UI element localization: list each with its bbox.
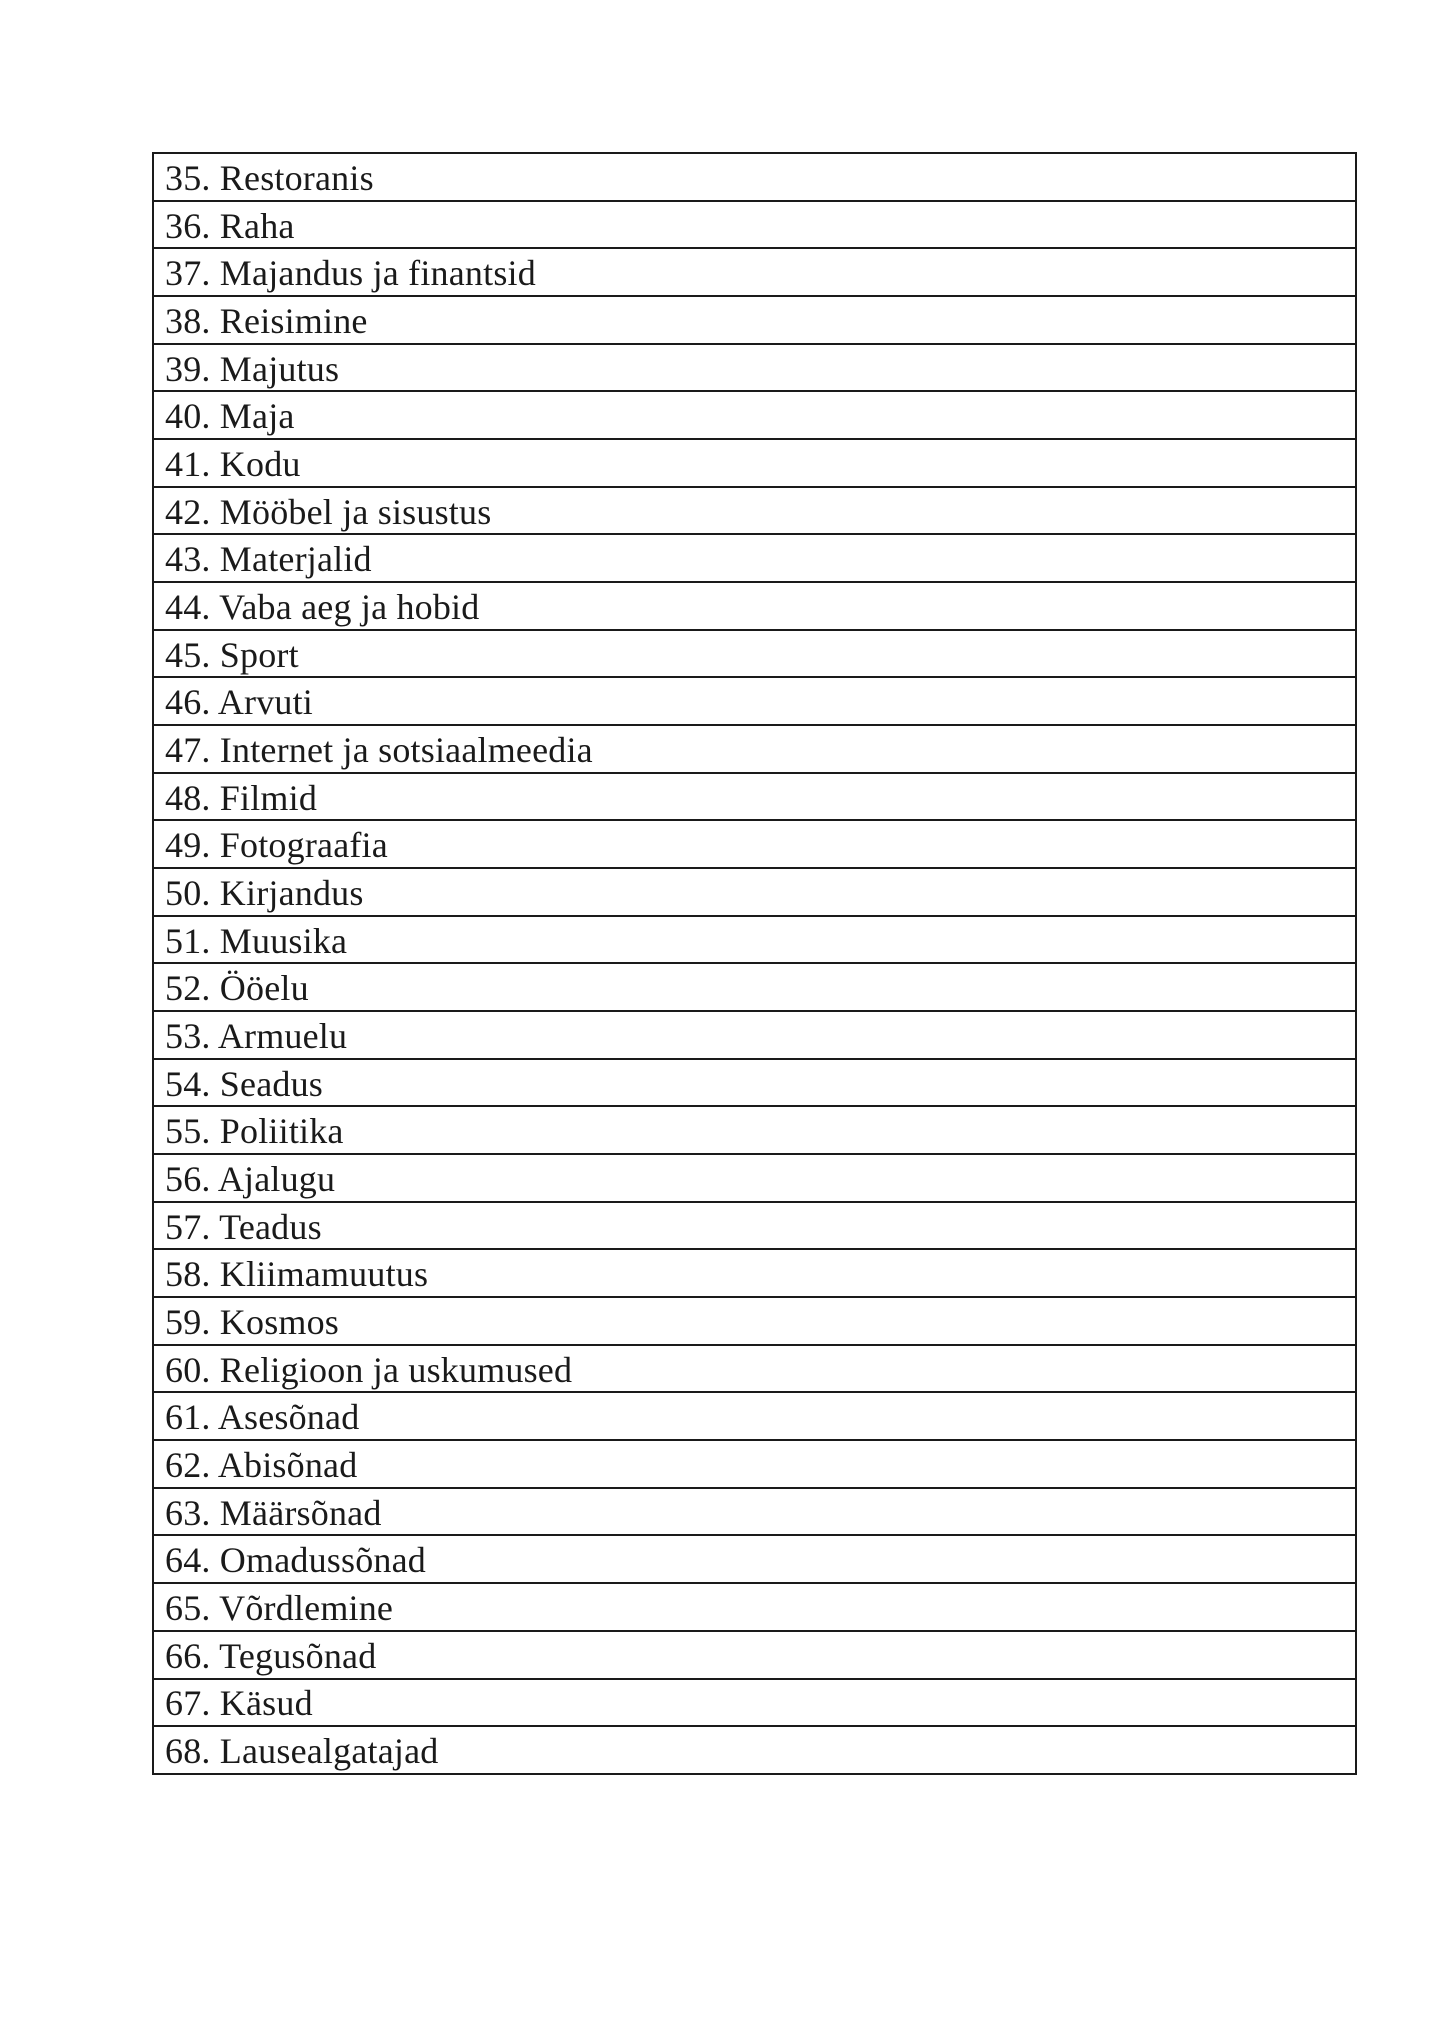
table-row (154, 440, 1355, 488)
table-row (154, 869, 1355, 917)
table-row (154, 488, 1355, 536)
chapter-entry: 44. Vaba aeg ja hobid (165, 586, 480, 627)
table-row (154, 1727, 1355, 1773)
chapter-entry: 43. Materjalid (165, 539, 372, 580)
chapter-entry: 63. Määrsõnad (165, 1492, 382, 1533)
table-row (154, 774, 1355, 822)
chapter-entry: 41. Kodu (165, 443, 301, 484)
table-row (154, 678, 1355, 726)
chapter-entry: 52. Ööelu (165, 968, 309, 1009)
chapter-entry: 61. Asesõnad (165, 1397, 360, 1438)
chapter-entry: 48. Filmid (165, 777, 318, 818)
table-row (154, 1203, 1355, 1251)
chapter-entry: 53. Armuelu (165, 1015, 348, 1056)
chapter-entry: 47. Internet ja sotsiaalmeedia (165, 729, 593, 770)
table-row (154, 1584, 1355, 1632)
chapter-entry: 40. Maja (165, 396, 295, 437)
table-row (154, 964, 1355, 1012)
chapter-entry: 45. Sport (165, 634, 299, 675)
chapter-entry: 64. Omadussõnad (165, 1540, 426, 1581)
table-row (154, 1107, 1355, 1155)
chapter-entry: 46. Arvuti (165, 682, 314, 723)
table-row (154, 1489, 1355, 1537)
table-row (154, 583, 1355, 631)
table-row (154, 154, 1355, 202)
table-row (154, 1060, 1355, 1108)
table-row (154, 1155, 1355, 1203)
table-row (154, 1441, 1355, 1489)
table-row (154, 249, 1355, 297)
table-row (154, 1680, 1355, 1728)
chapter-entry: 36. Raha (165, 205, 295, 246)
chapter-entry: 67. Käsud (165, 1683, 313, 1724)
chapter-entry: 55. Poliitika (165, 1111, 344, 1152)
chapter-entry: 66. Tegusõnad (165, 1635, 377, 1676)
chapter-entry: 49. Fotograafia (165, 825, 388, 866)
table-row (154, 1536, 1355, 1584)
table-row (154, 297, 1355, 345)
chapter-entry: 39. Majutus (165, 348, 340, 389)
table-row (154, 917, 1355, 965)
table-row (154, 631, 1355, 679)
chapter-entry: 58. Kliimamuutus (165, 1254, 429, 1295)
chapter-entry: 62. Abisõnad (165, 1444, 358, 1485)
chapter-entry: 59. Kosmos (165, 1301, 340, 1342)
table-row (154, 535, 1355, 583)
table-row (154, 726, 1355, 774)
table-row (154, 821, 1355, 869)
chapter-entry: 65. Võrdlemine (165, 1587, 394, 1628)
contents-table (152, 152, 1357, 1775)
chapter-entry: 50. Kirjandus (165, 872, 364, 913)
table-row (154, 202, 1355, 250)
table-row (154, 1012, 1355, 1060)
table-row (154, 1298, 1355, 1346)
table-row (154, 1250, 1355, 1298)
chapter-entry: 51. Muusika (165, 920, 348, 961)
chapter-entry: 56. Ajalugu (165, 1158, 336, 1199)
chapter-entry: 37. Majandus ja finantsid (165, 253, 536, 294)
table-row (154, 1346, 1355, 1394)
chapter-entry: 54. Seadus (165, 1063, 323, 1104)
table-row (154, 1632, 1355, 1680)
table-row (154, 1393, 1355, 1441)
table-row (154, 345, 1355, 393)
chapter-entry: 38. Reisimine (165, 300, 368, 341)
chapter-entry: 60. Religioon ja uskumused (165, 1349, 573, 1390)
chapter-entry: 42. Mööbel ja sisustus (165, 491, 492, 532)
chapter-entry: 57. Teadus (165, 1206, 322, 1247)
chapter-entry: 68. Lausealgatajad (165, 1731, 439, 1771)
table-row (154, 392, 1355, 440)
chapter-entry: 35. Restoranis (165, 157, 374, 198)
